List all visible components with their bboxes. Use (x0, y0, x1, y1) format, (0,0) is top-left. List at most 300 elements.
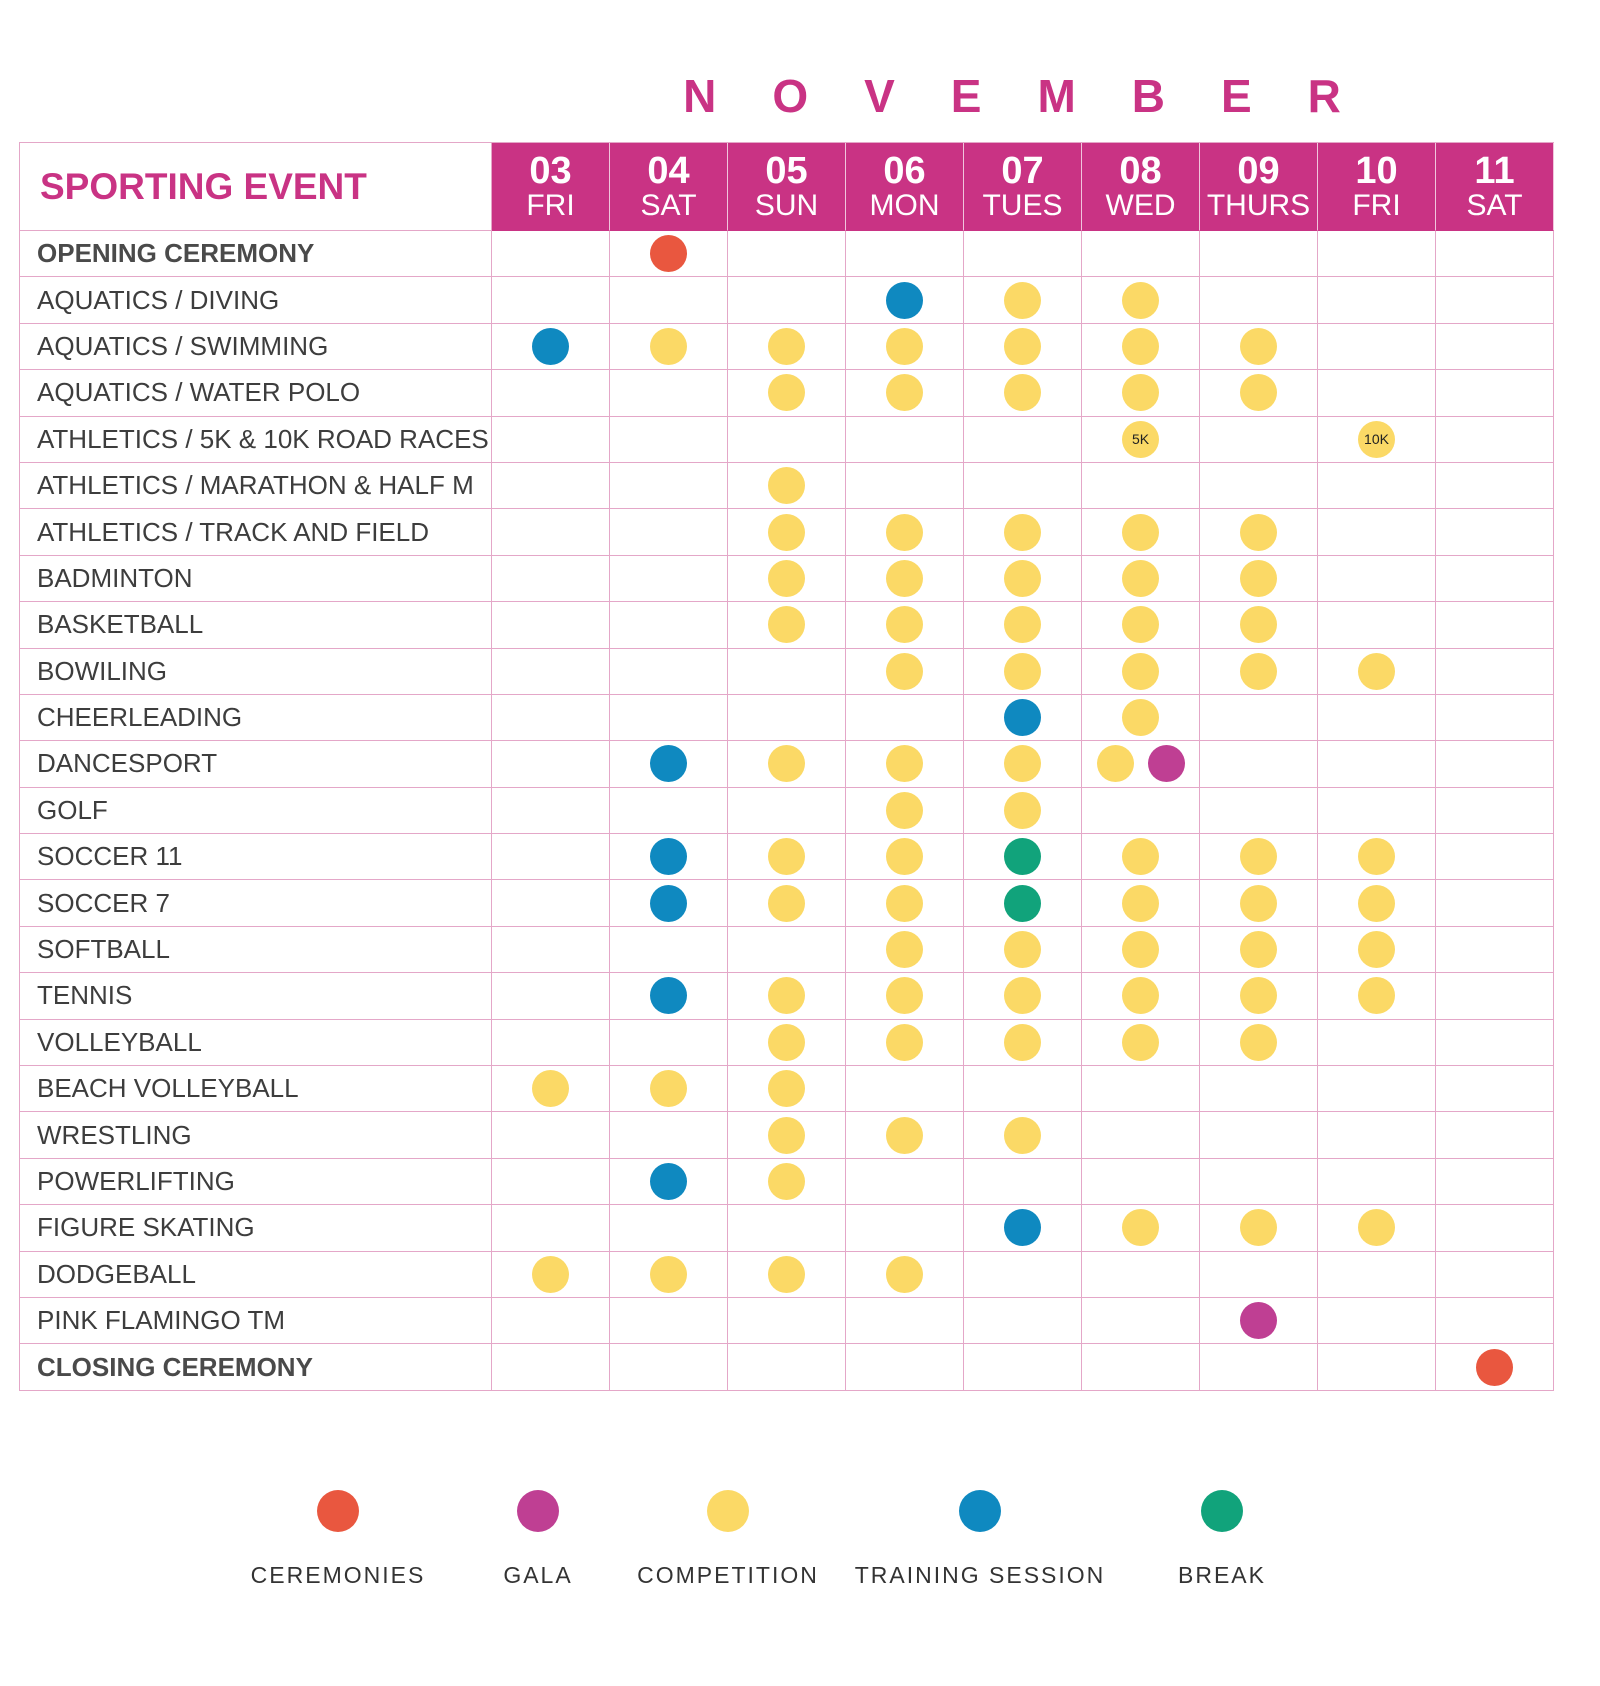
schedule-cell (1436, 324, 1554, 370)
schedule-cell (1082, 1020, 1200, 1066)
schedule-cell (1318, 1020, 1436, 1066)
event-name: CHEERLEADING (20, 695, 492, 741)
schedule-cell (1200, 927, 1318, 973)
schedule-cell (964, 277, 1082, 323)
schedule-cell (610, 1252, 728, 1298)
event-name: ATHLETICS / MARATHON & HALF M (20, 463, 492, 509)
schedule-cell (964, 834, 1082, 880)
competition-dot (1240, 931, 1277, 968)
schedule-cell (1200, 788, 1318, 834)
schedule-cell (1082, 1159, 1200, 1205)
schedule-cell (1318, 1298, 1436, 1344)
schedule-cell (964, 324, 1082, 370)
day-header-06 (846, 143, 964, 231)
competition-dot (768, 1117, 805, 1154)
schedule-cell (964, 1020, 1082, 1066)
schedule-cell (1082, 324, 1200, 370)
schedule-cell (846, 695, 964, 741)
schedule-cell (846, 277, 964, 323)
legend-label: CEREMONIES (250, 1562, 426, 1588)
schedule-cell (492, 834, 610, 880)
schedule-cell (1200, 324, 1318, 370)
competition-dot (768, 838, 805, 875)
competition-dot (886, 838, 923, 875)
schedule-cell (728, 741, 846, 787)
competition-dot (1122, 606, 1159, 643)
competition-dot (1004, 282, 1041, 319)
legend-label: TRAINING SESSION (854, 1562, 1106, 1588)
day-number: 06 (883, 149, 926, 192)
day-number: 05 (765, 149, 808, 192)
competition-dot (1004, 653, 1041, 690)
schedule-cell (1082, 1112, 1200, 1158)
legend-item-training (854, 1490, 1106, 1589)
schedule-cell (492, 880, 610, 926)
schedule-cell (728, 324, 846, 370)
schedule-cell (1200, 741, 1318, 787)
schedule-cell (1436, 834, 1554, 880)
competition-dot (1004, 374, 1041, 411)
day-header-05 (728, 143, 846, 231)
schedule-cell (610, 602, 728, 648)
schedule-cell (964, 695, 1082, 741)
schedule-grid (19, 142, 1554, 1391)
schedule-cell (492, 741, 610, 787)
event-name: DANCESPORT (20, 741, 492, 787)
event-name: AQUATICS / SWIMMING (20, 324, 492, 370)
schedule-cell (1200, 1159, 1318, 1205)
schedule-cell (1082, 231, 1200, 277)
schedule-cell (610, 231, 728, 277)
schedule-cell (846, 231, 964, 277)
ceremonies-legend-dot (317, 1490, 359, 1532)
schedule-cell (610, 834, 728, 880)
sporting-event-header: SPORTING EVENT (20, 143, 492, 231)
event-name: DODGEBALL (20, 1252, 492, 1298)
competition-dot (768, 328, 805, 365)
schedule-cell (1082, 649, 1200, 695)
schedule-cell (610, 1020, 728, 1066)
competition-dot (768, 977, 805, 1014)
event-name: ATHLETICS / TRACK AND FIELD (20, 509, 492, 555)
competition-dot (768, 560, 805, 597)
competition-dot: 5K (1122, 421, 1159, 458)
weekday-label: SAT (1466, 188, 1523, 222)
training-dot (650, 1163, 687, 1200)
schedule-cell (1200, 1205, 1318, 1251)
event-name: SOFTBALL (20, 927, 492, 973)
competition-dot (1122, 1024, 1159, 1061)
schedule-cell (846, 417, 964, 463)
schedule-cell (1436, 277, 1554, 323)
competition-dot (1240, 838, 1277, 875)
schedule-cell (728, 973, 846, 1019)
schedule-cell (1200, 1252, 1318, 1298)
event-name: SOCCER 7 (20, 880, 492, 926)
schedule-cell (1200, 417, 1318, 463)
schedule-cell (610, 463, 728, 509)
legend (0, 1490, 1600, 1630)
schedule-cell (1318, 556, 1436, 602)
schedule-cell (728, 370, 846, 416)
event-name: FIGURE SKATING (20, 1205, 492, 1251)
schedule-cell (610, 788, 728, 834)
schedule-cell (1200, 973, 1318, 1019)
schedule-cell (1436, 1205, 1554, 1251)
schedule-cell (1200, 277, 1318, 323)
schedule-cell (1200, 649, 1318, 695)
schedule-cell (610, 1344, 728, 1390)
competition-legend-dot (707, 1490, 749, 1532)
competition-dot (886, 328, 923, 365)
schedule-cell (610, 1298, 728, 1344)
schedule-cell (1436, 1066, 1554, 1112)
schedule-cell (492, 509, 610, 555)
competition-dot (1122, 838, 1159, 875)
schedule-cell (1318, 834, 1436, 880)
schedule-cell (610, 509, 728, 555)
weekday-label: THURS (1206, 188, 1311, 222)
day-number: 03 (529, 149, 572, 192)
competition-dot (1004, 977, 1041, 1014)
competition-dot (1004, 514, 1041, 551)
schedule-cell (610, 927, 728, 973)
schedule-cell (728, 1020, 846, 1066)
event-name: ATHLETICS / 5K & 10K ROAD RACES (20, 417, 492, 463)
competition-dot (886, 745, 923, 782)
schedule-cell (1082, 277, 1200, 323)
schedule-cell (1318, 1159, 1436, 1205)
schedule-cell (846, 1066, 964, 1112)
schedule-cell (492, 973, 610, 1019)
schedule-cell (492, 1205, 610, 1251)
schedule-cell (492, 1066, 610, 1112)
schedule-cell (1318, 695, 1436, 741)
schedule-cell (1082, 695, 1200, 741)
schedule-cell (1318, 880, 1436, 926)
schedule-cell (728, 1159, 846, 1205)
day-header-08 (1082, 143, 1200, 231)
schedule-cell (610, 973, 728, 1019)
training-dot (650, 977, 687, 1014)
competition-dot (1122, 977, 1159, 1014)
competition-dot (1122, 328, 1159, 365)
schedule-cell (1318, 1205, 1436, 1251)
schedule-cell (964, 509, 1082, 555)
schedule-cell (1082, 1205, 1200, 1251)
schedule-cell (1200, 1112, 1318, 1158)
event-name: BOWILING (20, 649, 492, 695)
schedule-cell (1318, 277, 1436, 323)
schedule-cell (492, 649, 610, 695)
schedule-cell (964, 1112, 1082, 1158)
schedule-cell (728, 509, 846, 555)
schedule-cell (846, 1344, 964, 1390)
competition-dot (1122, 699, 1159, 736)
schedule-cell (964, 1159, 1082, 1205)
legend-item-break (1102, 1490, 1342, 1589)
schedule-cell (1200, 834, 1318, 880)
schedule-cell (1318, 649, 1436, 695)
schedule-cell (1200, 1020, 1318, 1066)
schedule-cell (846, 741, 964, 787)
competition-dot (1004, 745, 1041, 782)
schedule-cell (610, 1066, 728, 1112)
schedule-cell (1436, 927, 1554, 973)
competition-dot (1240, 560, 1277, 597)
competition-dot (532, 1256, 569, 1293)
training-dot (650, 745, 687, 782)
competition-dot (1358, 931, 1395, 968)
competition-dot (886, 1256, 923, 1293)
schedule-cell (1200, 231, 1318, 277)
schedule-cell (728, 927, 846, 973)
schedule-cell (1082, 556, 1200, 602)
competition-dot (1240, 374, 1277, 411)
legend-label: GALA (503, 1562, 573, 1588)
schedule-cell (728, 649, 846, 695)
gala-dot (1148, 745, 1185, 782)
schedule-cell (492, 324, 610, 370)
schedule-cell (728, 1112, 846, 1158)
competition-dot (768, 606, 805, 643)
event-name: PINK FLAMINGO TM (20, 1298, 492, 1344)
schedule-cell (846, 1159, 964, 1205)
schedule-cell (1436, 1112, 1554, 1158)
competition-dot (886, 514, 923, 551)
schedule-cell (610, 1159, 728, 1205)
day-header-03 (492, 143, 610, 231)
schedule-cell (846, 1252, 964, 1298)
schedule-cell (1436, 556, 1554, 602)
schedule-cell (1082, 788, 1200, 834)
competition-dot (1004, 606, 1041, 643)
schedule-cell (1200, 1344, 1318, 1390)
schedule-cell (610, 417, 728, 463)
competition-dot (1240, 328, 1277, 365)
legend-item-competition (608, 1490, 848, 1589)
event-name: BASKETBALL (20, 602, 492, 648)
day-number: 04 (647, 149, 690, 192)
training-dot (1004, 699, 1041, 736)
schedule-cell (728, 463, 846, 509)
weekday-label: WED (1105, 188, 1176, 222)
event-name: GOLF (20, 788, 492, 834)
gala-dot (1240, 1302, 1277, 1339)
day-header-09 (1200, 143, 1318, 231)
schedule-cell (492, 277, 610, 323)
schedule-cell (1318, 1112, 1436, 1158)
schedule-cell (846, 973, 964, 1019)
schedule-cell (492, 370, 610, 416)
day-number: 09 (1237, 149, 1280, 192)
weekday-label: TUES (982, 188, 1063, 222)
schedule-cell (846, 324, 964, 370)
schedule-cell (1200, 602, 1318, 648)
competition-dot (1358, 1209, 1395, 1246)
schedule-cell (1082, 834, 1200, 880)
schedule-cell (1082, 1066, 1200, 1112)
day-header-11 (1436, 143, 1554, 231)
training-dot (532, 328, 569, 365)
gala-legend-dot (517, 1490, 559, 1532)
schedule-cell (610, 1205, 728, 1251)
schedule-cell (1200, 556, 1318, 602)
competition-dot (1240, 1209, 1277, 1246)
day-header-04 (610, 143, 728, 231)
schedule-cell (1436, 231, 1554, 277)
schedule-cell (846, 370, 964, 416)
schedule-cell (1318, 973, 1436, 1019)
break-legend-dot (1201, 1490, 1243, 1532)
schedule-cell (728, 834, 846, 880)
schedule-cell (1436, 1252, 1554, 1298)
training-legend-dot (959, 1490, 1001, 1532)
schedule-cell (964, 1344, 1082, 1390)
schedule-cell (1318, 788, 1436, 834)
schedule-cell (1436, 417, 1554, 463)
competition-dot (650, 328, 687, 365)
competition-dot (1240, 606, 1277, 643)
schedule-cell (964, 1066, 1082, 1112)
schedule-cell (846, 927, 964, 973)
schedule-cell (492, 417, 610, 463)
competition-dot (1004, 1117, 1041, 1154)
event-name: TENNIS (20, 973, 492, 1019)
schedule-cell (964, 1298, 1082, 1344)
competition-dot (1358, 885, 1395, 922)
schedule-cell (1082, 509, 1200, 555)
schedule-cell (1436, 695, 1554, 741)
schedule-cell (492, 1298, 610, 1344)
schedule-cell (492, 1020, 610, 1066)
competition-dot (1004, 931, 1041, 968)
schedule-cell (728, 417, 846, 463)
schedule-cell (1318, 1066, 1436, 1112)
schedule-cell (1436, 1344, 1554, 1390)
competition-dot (768, 1256, 805, 1293)
schedule-cell (964, 463, 1082, 509)
schedule-cell (728, 602, 846, 648)
schedule-cell (846, 834, 964, 880)
schedule-cell (846, 788, 964, 834)
schedule-cell (1082, 1252, 1200, 1298)
day-number: 08 (1119, 149, 1162, 192)
schedule-cell (1200, 370, 1318, 416)
competition-dot (1240, 885, 1277, 922)
schedule-cell (964, 1252, 1082, 1298)
schedule-cell (1436, 463, 1554, 509)
competition-dot (886, 1024, 923, 1061)
schedule-cell (964, 788, 1082, 834)
weekday-label: SUN (754, 188, 819, 222)
schedule-cell (610, 370, 728, 416)
competition-dot (1004, 328, 1041, 365)
schedule-cell (610, 695, 728, 741)
competition-dot (1004, 560, 1041, 597)
competition-dot (1122, 1209, 1159, 1246)
schedule-cell (492, 556, 610, 602)
schedule-cell (610, 1112, 728, 1158)
competition-dot (886, 606, 923, 643)
schedule-cell (728, 231, 846, 277)
schedule-cell (1436, 649, 1554, 695)
schedule-cell (964, 556, 1082, 602)
competition-dot (768, 467, 805, 504)
schedule-cell (728, 880, 846, 926)
event-name: AQUATICS / DIVING (20, 277, 492, 323)
schedule-cell (964, 417, 1082, 463)
schedule-cell (1318, 324, 1436, 370)
schedule-cell (610, 741, 728, 787)
schedule-cell (1200, 695, 1318, 741)
schedule-cell (846, 602, 964, 648)
schedule-cell (1318, 741, 1436, 787)
day-number: 07 (1001, 149, 1044, 192)
schedule-cell (1082, 1344, 1200, 1390)
schedule-cell (728, 1252, 846, 1298)
schedule-cell (610, 556, 728, 602)
schedule-cell (846, 880, 964, 926)
ceremonies-dot (650, 235, 687, 272)
day-header-10 (1318, 143, 1436, 231)
schedule-cell (492, 1344, 610, 1390)
competition-dot (768, 1024, 805, 1061)
schedule-cell (1082, 463, 1200, 509)
competition-dot (532, 1070, 569, 1107)
competition-dot (1097, 745, 1134, 782)
competition-dot (1122, 931, 1159, 968)
schedule-cell (728, 556, 846, 602)
schedule-cell (1082, 417, 1200, 463)
competition-dot (1122, 885, 1159, 922)
schedule-cell (492, 695, 610, 741)
schedule-cell (964, 880, 1082, 926)
event-name: CLOSING CEREMONY (20, 1344, 492, 1390)
competition-dot (1240, 977, 1277, 1014)
schedule-cell (1082, 741, 1200, 787)
competition-dot (1240, 1024, 1277, 1061)
competition-dot (1122, 653, 1159, 690)
schedule-cell (1318, 1252, 1436, 1298)
schedule-cell (728, 788, 846, 834)
schedule-cell (1318, 417, 1436, 463)
competition-dot (886, 977, 923, 1014)
event-name: POWERLIFTING (20, 1159, 492, 1205)
schedule-cell (1318, 509, 1436, 555)
schedule-cell (846, 463, 964, 509)
weekday-label: MON (869, 188, 940, 222)
competition-dot (1358, 653, 1395, 690)
competition-dot (886, 931, 923, 968)
schedule-cell (964, 370, 1082, 416)
competition-dot (768, 745, 805, 782)
break-dot (1004, 885, 1041, 922)
schedule-cell (1436, 973, 1554, 1019)
schedule-cell (728, 1066, 846, 1112)
competition-dot (886, 374, 923, 411)
schedule-cell (492, 1159, 610, 1205)
schedule-cell (1318, 927, 1436, 973)
competition-dot (1122, 282, 1159, 319)
schedule-cell (1436, 788, 1554, 834)
schedule-cell (1436, 880, 1554, 926)
schedule-cell (728, 1205, 846, 1251)
schedule-cell (1082, 880, 1200, 926)
schedule-cell (846, 556, 964, 602)
competition-dot (650, 1256, 687, 1293)
schedule-cell (846, 1205, 964, 1251)
